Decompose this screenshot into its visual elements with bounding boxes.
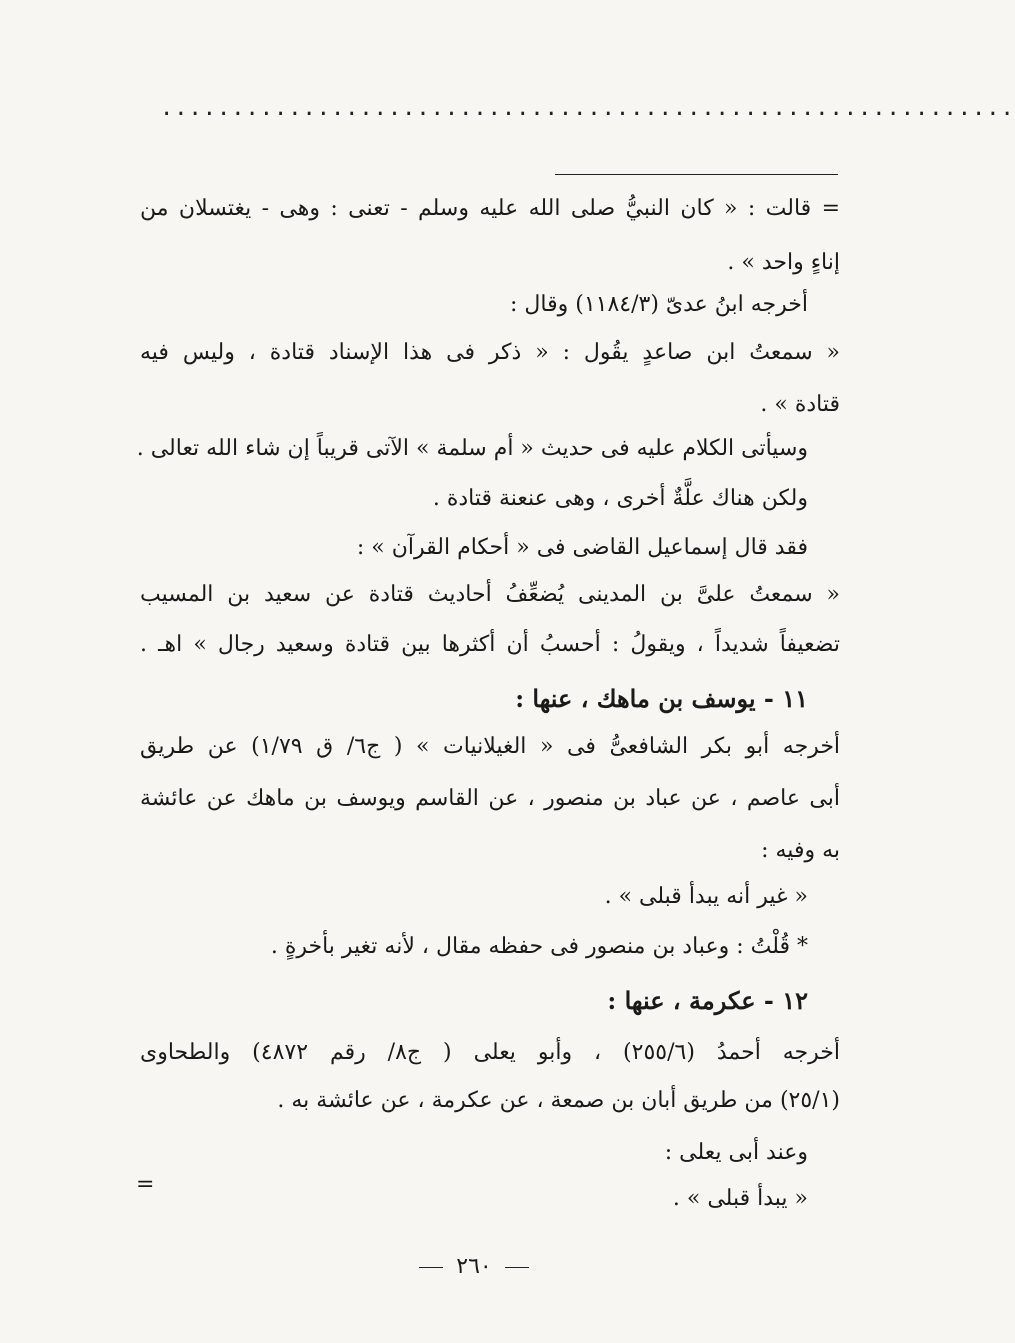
text-line: « سمعتُ ابن صاعدٍ يقُول : « ذكر فى هذا الإسناد قتادة ، وليس فيه — [140, 340, 840, 365]
text-line: * قُلْتُ : وعباد بن منصور فى حفظه مقال ، لأنه تغير بأخرةٍ . — [270, 934, 808, 959]
text-line: أخرجه أحمدُ (٢٥٥/٦) ، وأبو يعلى ( ج٨/ رقم ٤٨٧٢) والطحاوى — [140, 1040, 841, 1065]
page-number: ٢٦٠ — [456, 1254, 492, 1279]
text-line: فقد قال إسماعيل القاضى فى « أحكام القرآن » : — [356, 535, 808, 560]
footnote-rule — [555, 174, 838, 175]
text-line: أخرجه ابنُ عدىّ (١١٨٤/٣) وقال : — [510, 292, 808, 317]
text-line: (٢٥/١) من طريق أبان بن صمعة ، عن عكرمة ، عن عائشة به . — [277, 1088, 840, 1113]
continuation-mark: = — [136, 1172, 155, 1197]
text-line: أخرجه أبو بكر الشافعىُّ فى « الغيلانيات » ( ج٦/ ق ١/٧٩) عن طريق — [140, 734, 841, 759]
section-heading: ١١ - يوسف بن ماهك ، عنها : — [515, 684, 808, 713]
text-line: « سمعتُ علىَّ بن المدينى يُضعِّفُ أحاديث قتادة عن سعيد بن المسيب — [140, 582, 840, 607]
text-line: قتادة » . — [760, 392, 840, 417]
text-line: وعند أبى يعلى : — [664, 1140, 808, 1165]
text-line: وسيأتى الكلام عليه فى حديث « أم سلمة » الآتى قريباً إن شاء الله تعالى . — [136, 436, 808, 461]
text-line: به وفيه : — [761, 838, 840, 863]
page-number-dash — [505, 1267, 529, 1268]
text-line: إناءٍ واحد » . — [727, 250, 840, 275]
text-line: = قالت : « كان النبيُّ صلى الله عليه وسلم - تعنى : وهى - يغتسلان من — [140, 196, 840, 221]
text-line: « يبدأ قبلى » . — [672, 1186, 808, 1211]
dotted-separator: ............................................................ — [160, 96, 1015, 121]
section-heading: ١٢ - عكرمة ، عنها : — [607, 986, 808, 1015]
page-number-container — [404, 1254, 544, 1279]
text-line: ولكن هناك علَّةٌ أخرى ، وهى عنعنة قتادة . — [432, 486, 808, 511]
text-line: أبى عاصم ، عن عباد بن منصور ، عن القاسم ويوسف بن ماهك عن عائشة — [140, 786, 840, 811]
text-line: « غير أنه يبدأ قبلى » . — [604, 884, 808, 909]
page-number-dash — [419, 1267, 443, 1268]
text-line: تضعيفاً شديداً ، ويقولُ : أحسبُ أن أكثرها بين قتادة وسعيد رجال » اهـ . — [140, 632, 840, 657]
